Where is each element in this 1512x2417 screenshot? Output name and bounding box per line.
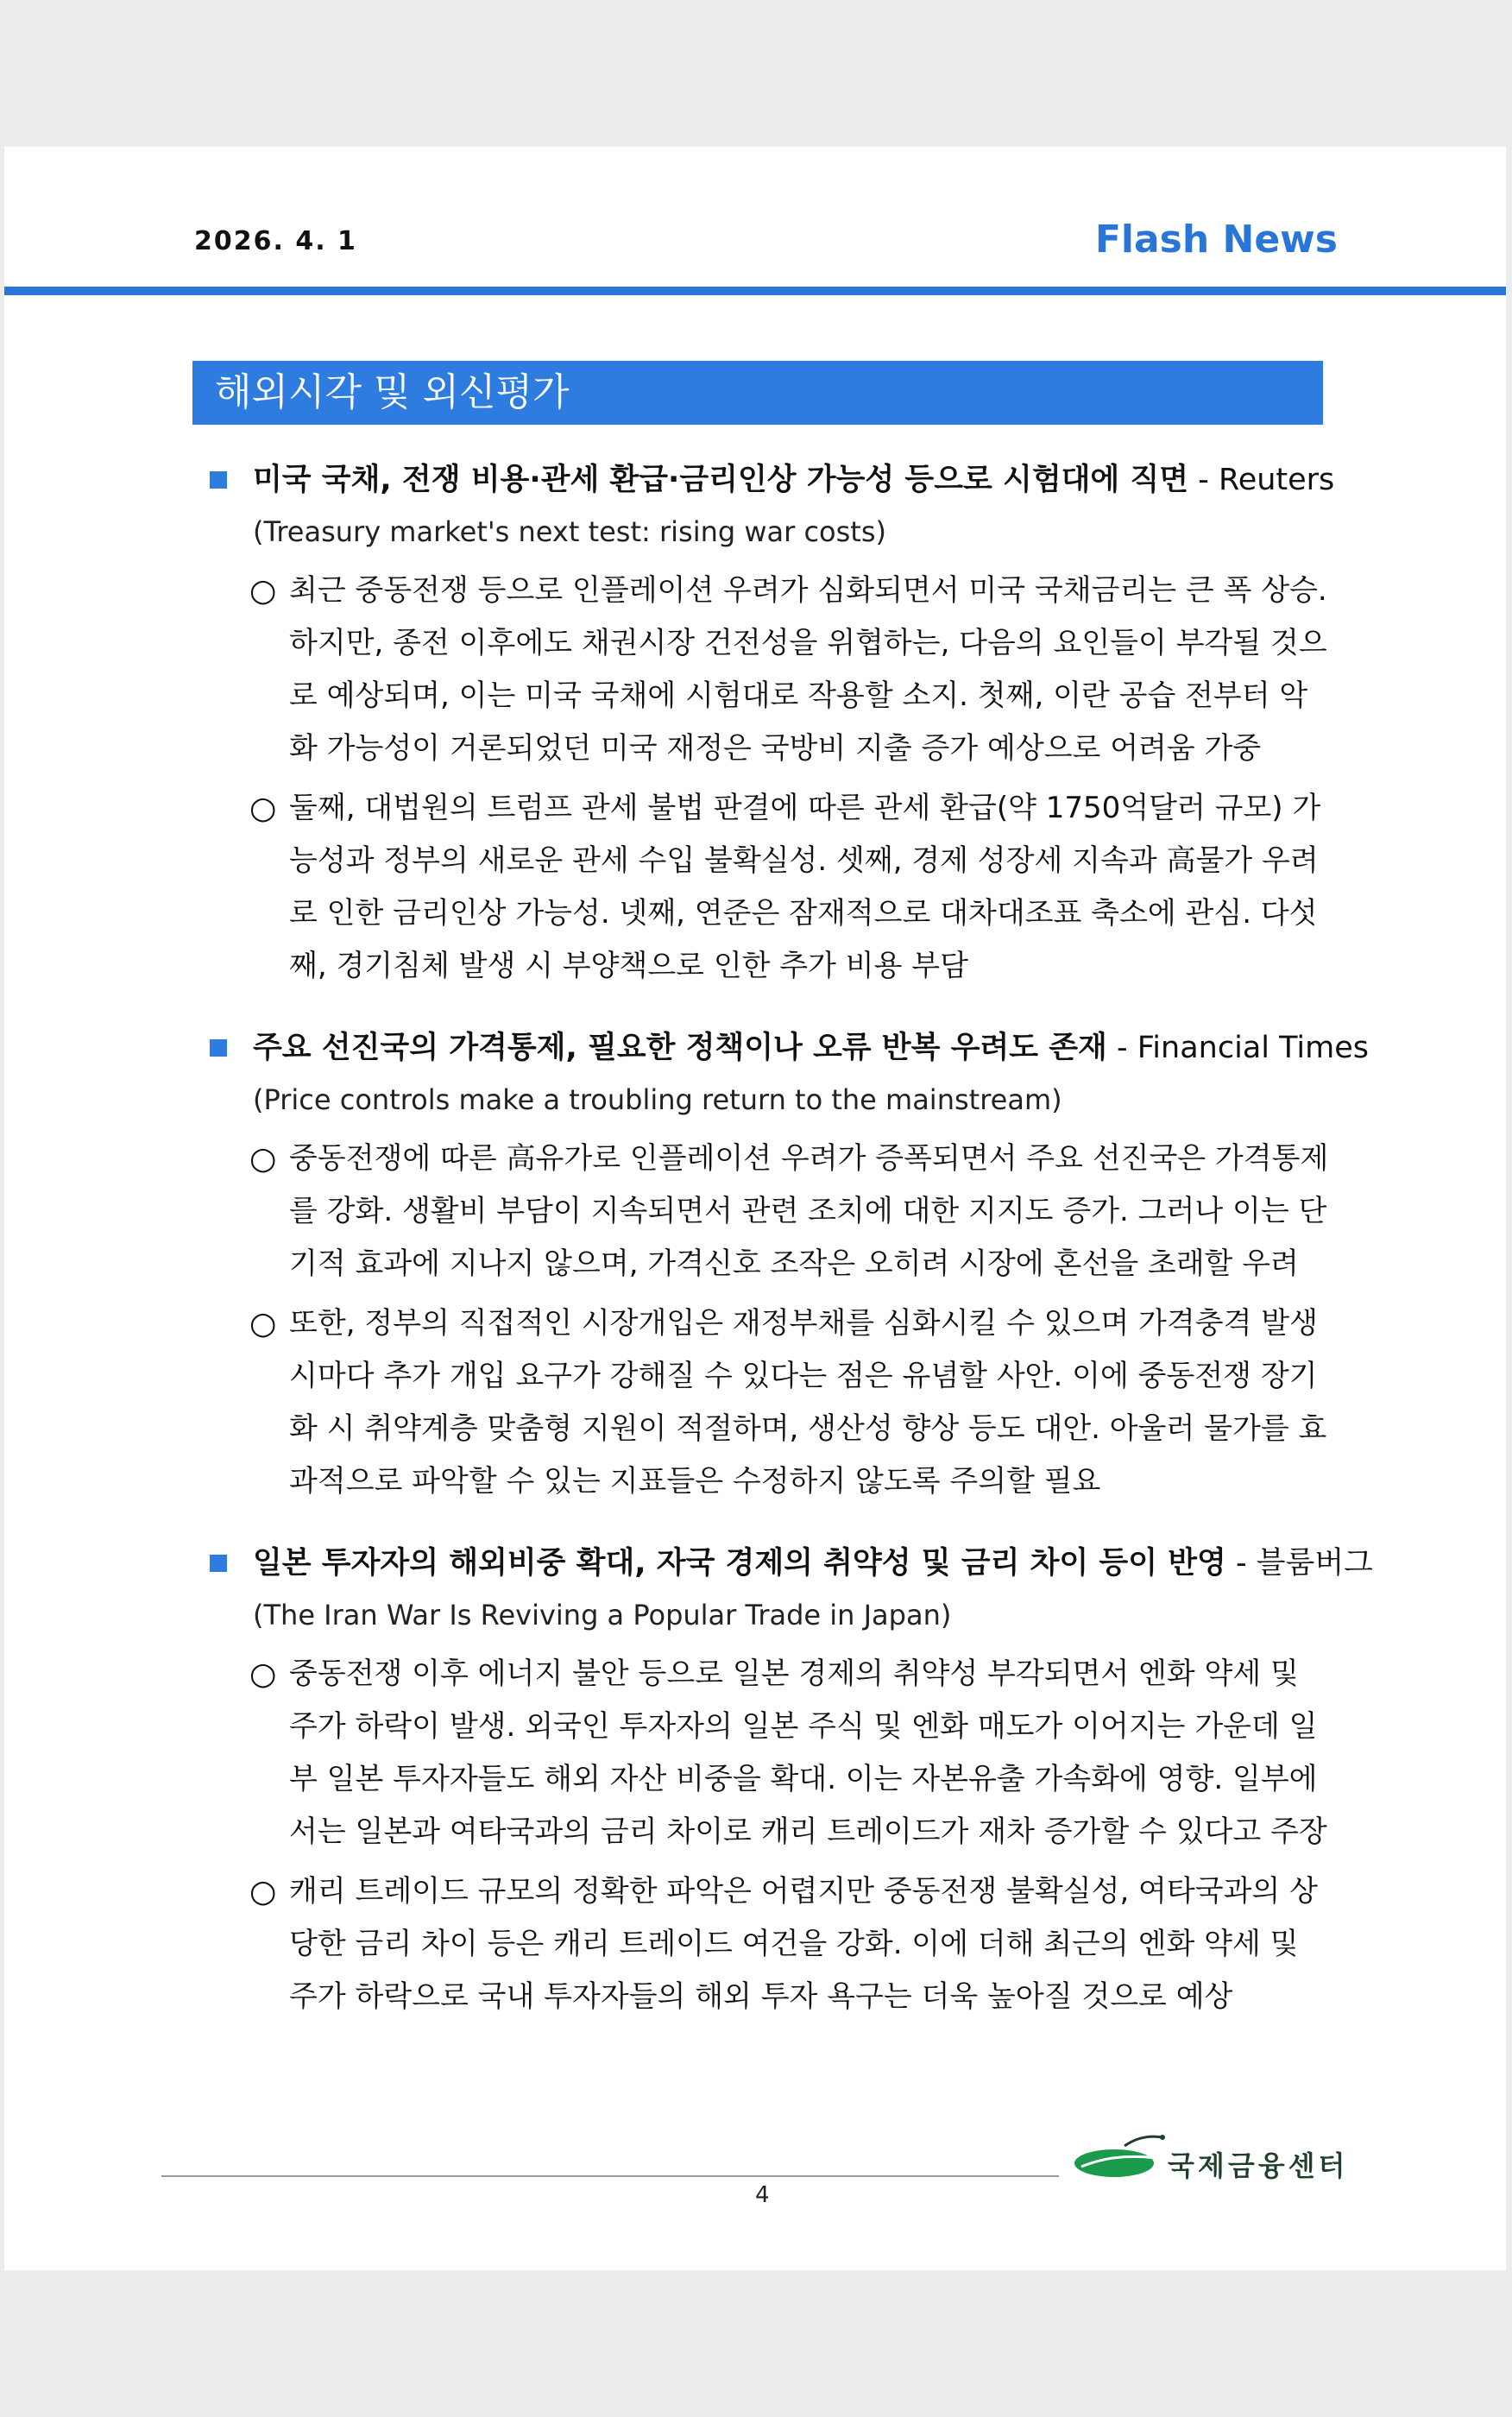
header-rule [4,287,1506,295]
logo-mark-icon [1073,2129,1168,2189]
point-text: 중동전쟁 이후 에너지 불안 등으로 일본 경제의 취약성 부각되면서 엔화 약세 및 주가 하락이 발생. 외국인 투자자의 일본 주식 및 엔화 매도가 이어지는 가운데 일부 일본 투자자들도 해외 자산 비중을 확대. 이는 자본유출 가속화에 영향. 일부에서는 일본과 여타국과의 금리 차이로 캐리 트레이드가 재차 증가할 수 있다고 주장 [289,1657,1327,1849]
article-point [203,1865,1333,2023]
point-text: 둘째, 대법원의 트럼프 관세 불법 판결에 따른 관세 환급(약 1750억달러 규모) 가능성과 정부의 새로운 관세 수입 불확실성. 셋째, 경제 성장세 지속과 高물가 우려로 인한 금리인상 가능성. 넷째, 연준은 잠재적으로 대차대조표 축소에 관심. 다섯째, 경기침체 발생 시 부양책으로 인한 추가 비용 부담 [289,791,1321,983]
article-subtitle: (Price controls make a troubling return to the mainstream) [253,1083,1062,1116]
headline-text: 미국 국채, 전쟁 비용·관세 환급·금리인상 가능성 등으로 시험대에 직면 [253,463,1189,497]
headline-text: 일본 투자자의 해외비중 확대, 자국 경제의 취약성 및 금리 차이 등이 반영 [253,1546,1226,1581]
kcif-logo [1073,2129,1349,2198]
point-text: 최근 중동전쟁 등으로 인플레이션 우려가 심화되면서 미국 국채금리는 큰 폭 상승. 하지만, 종전 이후에도 채권시장 건전성을 위협하는, 다음의 요인들이 부각될 것으로 예상되며, 이는 미국 국채에 시험대로 작용할 소지. 첫째, 이란 공습 전부터 악화 가능성이 거론되었던 미국 재정은 국방비 지출 증가 예상으로 어려움 가중 [289,573,1327,766]
article-point [203,565,1333,775]
footer-rule [161,2175,1059,2177]
logo-text: 국제금융센터 [1168,2149,1349,2182]
circle-bullet-icon: ○ [249,791,277,826]
document-page [4,147,1506,2270]
article-headline [203,1022,1370,1074]
article-headline [203,1537,1373,1589]
square-bullet-icon [210,1555,227,1572]
square-bullet-icon [210,1039,227,1057]
report-date: 2026. 4. 1 [194,226,357,256]
article-3 [203,1537,1373,2023]
headline-source: - 블룸버그 [1225,1546,1373,1581]
article-point [203,1133,1333,1291]
circle-bullet-icon: ○ [249,1874,277,1909]
headline-source: - Financial Times [1106,1031,1370,1065]
headline-text: 주요 선진국의 가격통제, 필요한 정책이나 오류 반복 우려도 존재 [253,1031,1107,1065]
article-1 [203,454,1333,993]
circle-bullet-icon: ○ [249,1306,277,1341]
article-point [203,1648,1333,1859]
section-title: 해외시각 및 외신평가 [192,361,1323,425]
article-headline [203,454,1333,506]
headline-source: - Reuters [1188,463,1335,497]
point-text: 캐리 트레이드 규모의 정확한 파악은 어렵지만 중동전쟁 불확실성, 여타국과의 상당한 금리 차이 등은 캐리 트레이드 여건을 강화. 이에 더해 최근의 엔화 약세 및 주가 하락으로 국내 투자자들의 해외 투자 욕구는 더욱 높아질 것으로 예상 [289,1874,1318,2014]
point-text: 중동전쟁에 따른 高유가로 인플레이션 우려가 증폭되면서 주요 선진국은 가격통제를 강화. 생활비 부담이 지속되면서 관련 조치에 대한 지지도 증가. 그러나 이는 단기적 효과에 지나지 않으며, 가격신호 조작은 오히려 시장에 혼선을 초래할 우려 [289,1141,1329,1281]
article-subtitle: (The Iran War Is Reviving a Popular Trade in Japan) [253,1599,952,1631]
circle-bullet-icon: ○ [249,573,277,609]
article-point [203,782,1333,993]
article-2 [203,1022,1370,1508]
point-text: 또한, 정부의 직접적인 시장개입은 재정부채를 심화시킬 수 있으며 가격충격 발생 시마다 추가 개입 요구가 강해질 수 있다는 점은 유념할 사안. 이에 중동전쟁 장기화 시 취약계층 맞춤형 지원이 적절하며, 생산성 향상 등도 대안. 아울러 물가를 효과적으로 파악할 수 있는 지표들은 수정하지 않도록 주의할 필요 [289,1306,1327,1499]
article-list [203,454,1373,2053]
article-point [203,1297,1333,1508]
brand-title: Flash News [1094,218,1338,262]
page-number: 4 [755,2182,770,2208]
circle-bullet-icon: ○ [249,1657,277,1692]
circle-bullet-icon: ○ [249,1141,277,1177]
square-bullet-icon [210,471,227,489]
article-subtitle: (Treasury market's next test: rising war costs) [253,515,886,548]
